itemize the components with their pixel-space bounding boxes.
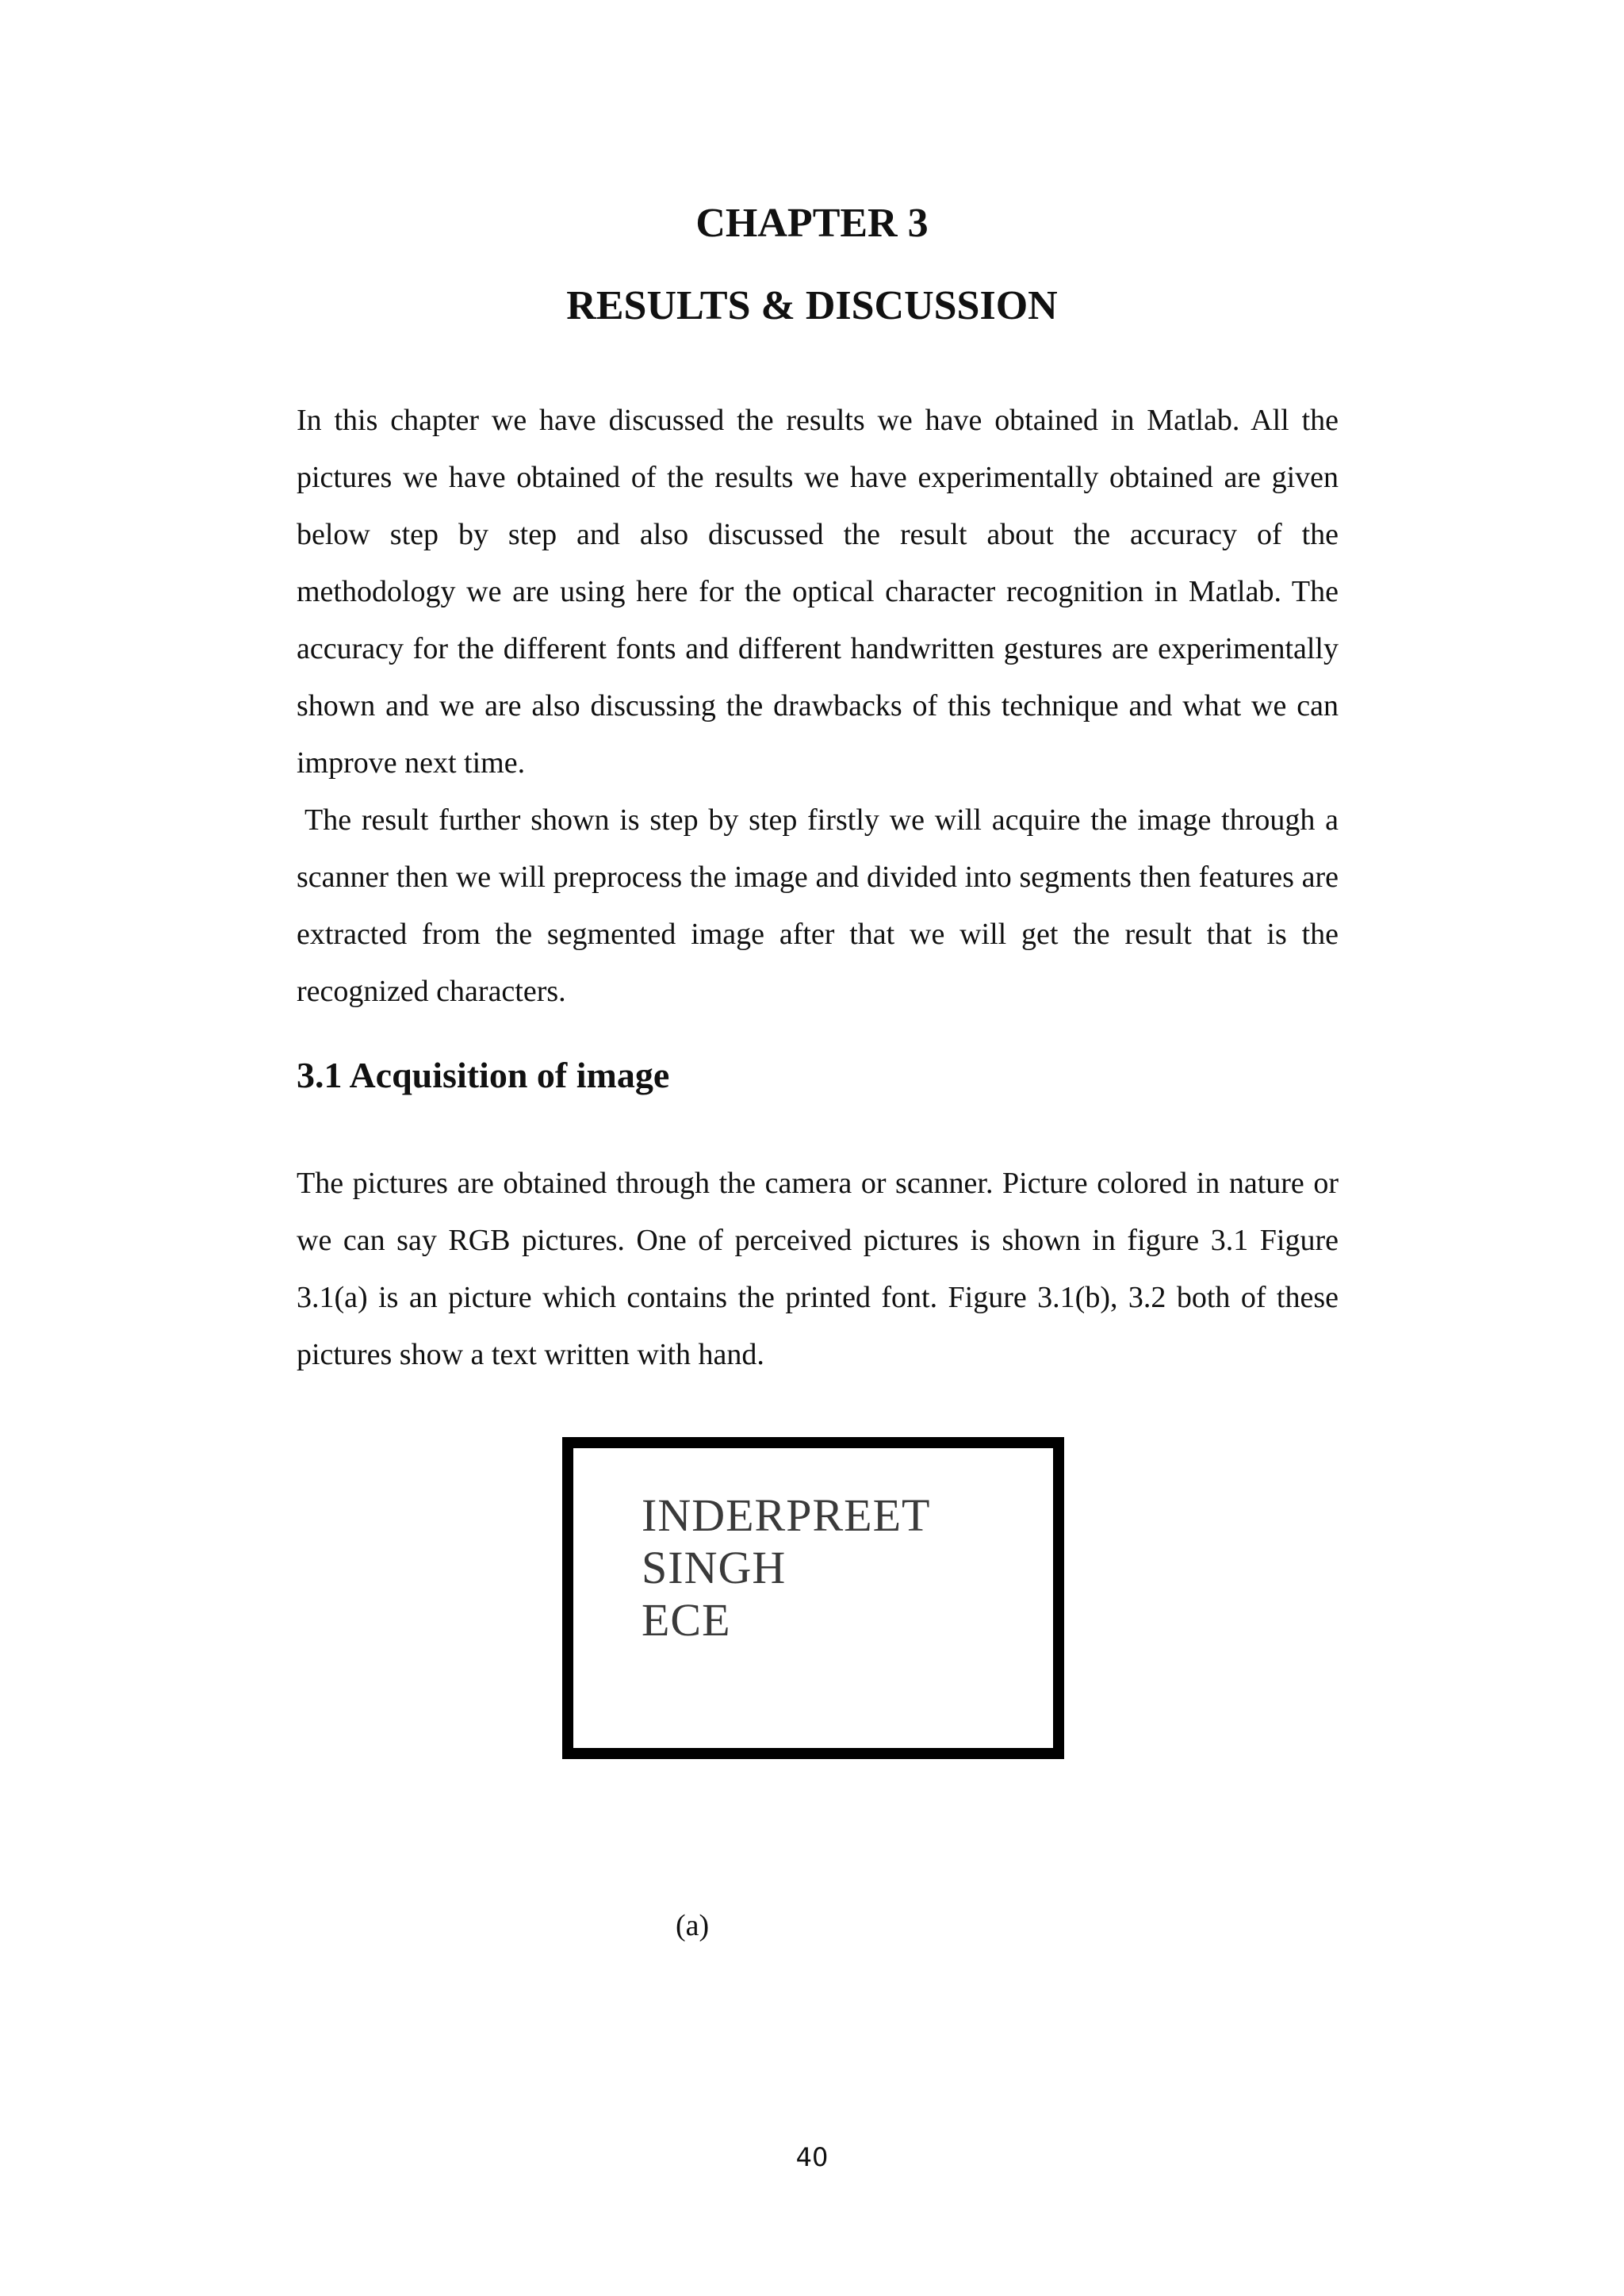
figure-text-line-2: SINGH: [642, 1542, 787, 1593]
figure-text-line-3: ECE: [642, 1594, 731, 1646]
intro-paragraph-1: In this chapter we have discussed the results we have obtained in Matlab. All the pictures we have obtained of the results we have experimentally obtained are given below step by step and also discussed the result about the accuracy of the methodology we are using here for the optical character recognition in Matlab. The accuracy for the different fonts and different handwritten gestures are experimentally shown and we are also discussing the drawbacks of this technique and what we can improve next time.: [297, 404, 1339, 780]
section-3-1-paragraph: The pictures are obtained through the camera or scanner. Picture colored in nature or we can say RGB pictures. One of perceived pictures is shown in figure 3.1 Figure 3.1(a) is an picture which contains the printed font. Figure 3.1(b), 3.2 both of these pictures show a text written with hand.: [297, 1167, 1339, 1371]
intro-paragraph-2: The result further shown is step by step firstly we will acquire the image through a scanner then we will preprocess the image and divided into segments then features are extracted from the segmented image after that we will get the result that is the recognized characters.: [297, 803, 1339, 1008]
intro-text: [297, 392, 1339, 1020]
page-number: 40: [795, 2142, 829, 2172]
figure-3-1a-image: [562, 1437, 1064, 1759]
section-heading-3-1: 3.1 Acquisition of image: [297, 1055, 670, 1095]
figure-text-line-1: INDERPREET: [642, 1489, 931, 1541]
chapter-title: RESULTS & DISCUSSION: [566, 283, 1058, 328]
section-3-1-text: [297, 1155, 1339, 1383]
chapter-label: CHAPTER 3: [695, 201, 929, 246]
figure-caption: (a): [676, 1909, 710, 1942]
